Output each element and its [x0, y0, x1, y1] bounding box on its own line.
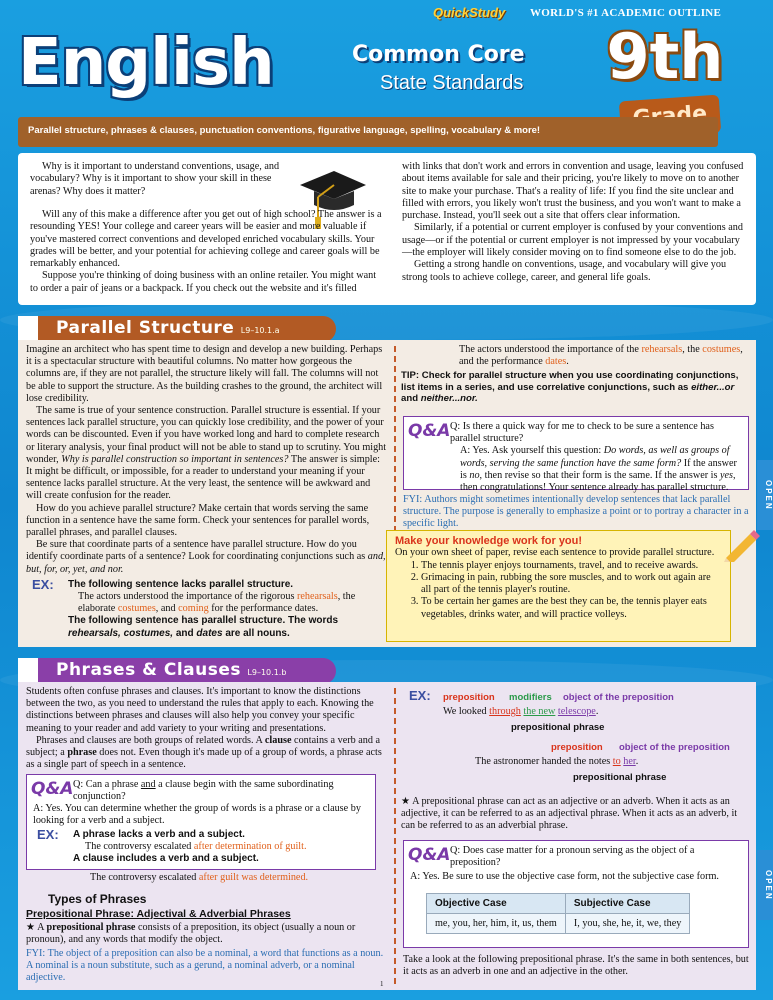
parallel-fyi: FYI: Authors might sometimes intentionally develop sentences that lack parallel structure. The purpose is generally to emphasize a point or to portray a character in a specific light. [403, 494, 749, 530]
table-header: Objective Case [427, 894, 566, 914]
phrases-ex4-clause: after guilt was determined. [198, 872, 309, 883]
phrases-qa2-box [403, 840, 749, 948]
parallel-left-column [26, 344, 388, 640]
intro-col-right [402, 161, 748, 284]
parallel-tip [401, 370, 751, 405]
r-ex2-preposition: to [612, 756, 621, 767]
page-title: English [18, 26, 274, 100]
label-object: object of the preposition [563, 692, 674, 703]
ex-line2-part: for the performance dates. [211, 603, 319, 615]
types-title: Types of Phrases [48, 892, 147, 906]
label-preposition-2: preposition [551, 742, 603, 753]
table-cell: me, you, her, him, it, us, them [427, 914, 566, 934]
r-line-part: . [566, 356, 569, 368]
qa-answer-part: , then revise so that their form is the same. If the answer is [479, 469, 718, 481]
parallel-standard: L9–10.1.a [240, 326, 280, 335]
phrases-qa-question [73, 779, 371, 803]
ex-line3-italic: rehearsals, costumes, [68, 627, 174, 639]
parallel-p3: How do you achieve parallel structure? Make certain that words serving the same function in a sentence have the same form. Check your sentences for parallel words, parallel phrases, and parallel clauses. [26, 502, 370, 539]
tip-text: and [401, 393, 419, 405]
parallel-p4-conj: and, but, for, or, yet, and nor. [26, 551, 386, 575]
subtitle-common-core: Common Core [352, 42, 525, 67]
ex-line2-part: , the elaborate [78, 591, 356, 615]
column-divider [394, 688, 396, 984]
qa-q-and: and [140, 779, 156, 790]
prep-text-part: A [37, 922, 44, 933]
section-heading-phrases [18, 658, 336, 684]
tip-text: TIP: Check for parallel structure when you use coordinating conjunctions, list items in a series, and use correlative conjunctions, such as [401, 370, 739, 393]
parallel-ex-label: EX: [32, 576, 54, 592]
knowledge-intro: On your own sheet of paper, revise each sentence to provide parallel structure. [395, 547, 715, 559]
qa-answer-part: If the answer is [460, 457, 737, 481]
r-ex1-modifiers: the new [523, 706, 556, 717]
r-ex2-tag: prepositional phrase [573, 772, 667, 783]
qa-q-part: a clause begin with the same subordinating conjunction? [73, 779, 334, 803]
parallel-p4-text: Be sure that coordinate parts of a sentence have parallel structure. How do you identify coordinate parts of a sentence? Look for coordinating conjunctions such as [26, 539, 366, 563]
r-costumes: costumes [702, 344, 741, 355]
phrases-r-ex-label: EX: [409, 688, 431, 703]
star-icon: ★ [26, 922, 36, 933]
intro-col-left-rest [30, 209, 382, 295]
r-ex2-object: her [623, 756, 636, 767]
label-modifiers: modifiers [509, 692, 552, 703]
qa-answer-part: , then congratulations! Your sentence already has parallel structure. [460, 469, 736, 494]
phrases-p2 [26, 735, 388, 772]
knowledge-item: 3. To be certain her games are the best they can be, the tennis player eats vegetables, drinks water, and will practice volleys. [421, 596, 722, 621]
side-tab-open[interactable]: OPEN [757, 850, 773, 920]
parallel-right-example [401, 344, 751, 368]
phrases-example [33, 829, 371, 866]
phrases-heading-text: Phrases & Clauses [56, 660, 241, 680]
parallel-p2-rest: The answer is simple: It might be difficult, or impossible, for a reader to understand your meaning if your sentence lacks parallel structure. At the very least, the sentence will be awkward and will create confusion for the reader. [26, 453, 380, 502]
phrases-standard: L9–10.1.b [247, 668, 287, 677]
intro-p6: Getting a strong handle on conventions, usage, and vocabulary will give you strong tools to achieve college, career, and general life goals. [402, 259, 727, 283]
phrases-fyi: FYI: The object of a preposition can also be a nominal, a word that functions as a noun. A nominal is a noun substitute, such as a gerund, a nominal adverb, or a nominal adjective. [26, 948, 384, 984]
qa-icon: Q&A [408, 845, 451, 865]
phrases-ex4 [78, 872, 378, 884]
qa-answer-italic: Do words, as well as groups of words, serving the same function have the same form? [460, 445, 730, 469]
r-ex1-preposition: through [489, 706, 521, 717]
knowledge-box [386, 530, 731, 642]
phrases-ex2-phrase: after determination of guilt. [193, 841, 307, 853]
ex-line3-italic: dates [196, 627, 223, 639]
side-tab-open[interactable]: OPEN [757, 460, 773, 530]
phrases-ex2-part: The controversy escalated [85, 841, 192, 853]
phrases-r-ex1-sentence [443, 706, 598, 718]
qa-icon: Q&A [31, 779, 74, 799]
table-header-row [427, 894, 690, 914]
phrases-qa-answer: A: Yes. You can determine whether the group of words is a phrase or a clause by looking for a verb and a subject. [33, 803, 361, 827]
phrases-section [18, 682, 756, 990]
ex-line2-part: The actors understood the importance of the rigorous [78, 591, 295, 603]
p2-bold: clause [264, 734, 292, 746]
ex-line2-part: , and [155, 603, 176, 615]
r-ex1-part: We looked [443, 706, 487, 717]
prep-title: Prepositional Phrase: Adjectival & Adverbial Phrases [26, 908, 291, 920]
label-preposition: preposition [443, 692, 495, 703]
intro-p2: Will any of this make a difference after you get out of high school? The answer is a resounding YES! Your college and career years will be easier and more valuable if you've mastered correct conventions and developed enriched vocabulary skills. Your grades will be better, and your potential for achieving college and career goals will be remarkably enhanced. [30, 209, 382, 270]
parallel-right-column [401, 344, 751, 405]
parallel-ex-line3 [68, 615, 388, 639]
p2-bold: phrase [67, 747, 97, 759]
intro-p4: with links that don't work and errors in convention and usage, leaving you confused about items available for sale and their pricing, you're likely to move on to another site to make your purchase. That's a reality of life: If you find the site unclear and filled with errors, you likely won't trust the business, and you won't want to make a purchase. Instead, you'll seek out a site that offers clear information. [402, 161, 744, 222]
phrases-right-column [401, 686, 751, 833]
parallel-p4 [26, 539, 388, 576]
phrases-qa-box [26, 774, 376, 870]
prep-text-part: consists of a preposition, its object (usually a noun or pronoun), and any words that modify the object. [26, 922, 356, 946]
pencil-icon [720, 528, 760, 562]
page-number: 1 [380, 980, 384, 988]
p2-part: contains a verb and a subject; a [26, 734, 381, 759]
phrases-r-ex2-sentence [475, 756, 638, 768]
intro-p1: Why is it important to understand conventions, usage, and vocabulary? Why is it important to show your skill in these arenas? Why does it matter? [30, 161, 280, 197]
qa-answer-italic: no [469, 469, 480, 481]
case-table [426, 893, 690, 934]
label-object-2: object of the preposition [619, 742, 730, 753]
section-heading-parallel [18, 316, 336, 342]
intro-col-left [30, 161, 292, 198]
phrases-right-example2 [401, 742, 751, 794]
intro-p5: Similarly, if a potential or current employer is confused by your conventions and usage—or if the potential or current employer is not impressed by your vocabulary—the employer will likely consider moving on to find someone else to do the job. [402, 222, 743, 259]
r-ex1-object: telescope [557, 706, 596, 717]
r-ex2-part: . [635, 756, 639, 767]
r-line-part: , the [682, 344, 700, 355]
qa-answer-part: A: Yes. Ask yourself this question: [460, 445, 602, 457]
r-line-part: , [740, 344, 743, 355]
phrases-ex4-part: The controversy escalated [90, 872, 197, 883]
knowledge-item: 2. Grimacing in pain, rubbing the sore muscles, and to work out again are all part of the tennis player's routine. [421, 572, 722, 597]
phrases-p1: Students often confuse phrases and clauses. It's important to know the distinctions between the two, as you need to understand the rules that apply to each. Knowing the distinctions between phrases and clauses will also help you convey your specific meaning to your reader and add variety to your writing and presentations. [26, 686, 374, 734]
ex-costumes: costumes [117, 603, 156, 615]
topics-bar: Parallel structure, phrases & clauses, punctuation conventions, figurative language, spelling, vocabulary & more! [18, 117, 718, 147]
parallel-p2-italic: Why is parallel construction so important in sentences? [61, 453, 289, 465]
phrases-qa2-answer: A: Yes. Be sure to use the objective case form, not the subjective case form. [410, 871, 719, 882]
parallel-heading-text: Parallel Structure [56, 318, 235, 338]
ex-coming: coming [178, 603, 209, 615]
phrases-ex1: A phrase lacks a verb and a subject. [73, 829, 245, 840]
phrases-r-p2: Take a look at the following prepositional phrase. It's the same in both sentences, but it acts as an adverb in one and an adjective in the other. [403, 954, 749, 978]
r-dates: dates [545, 356, 567, 368]
qa-icon: Q&A [408, 421, 451, 441]
tagline: WORLD'S #1 ACADEMIC OUTLINE [530, 7, 722, 19]
phrases-left-column [26, 686, 388, 771]
brand-logo: QuickStudy [433, 5, 506, 20]
parallel-qa-answer [450, 445, 744, 494]
intro-box [18, 153, 756, 305]
section-heading-tab [18, 658, 38, 684]
p2-part: does not. Even though it's made up of a group of words, a phrase acts as a single part of speech in a sentence. [26, 747, 382, 771]
parallel-qa-question: Q: Is there a quick way for me to check to be sure a sentence has parallel structure? [450, 421, 714, 445]
p2-part: Phrases and clauses are both groups of related words. A [36, 734, 263, 746]
knowledge-title: Make your knowledge work for you! [395, 535, 583, 547]
parallel-p2 [26, 405, 388, 503]
phrases-qa2-question: Q: Does case matter for a pronoun serving as the object of a preposition? [450, 845, 695, 869]
r-rehearsals: rehearsals [641, 344, 683, 355]
prep-text [26, 922, 388, 946]
tip-italic: neither...nor. [420, 393, 478, 405]
table-row [427, 914, 690, 934]
r-ex2-part: The astronomer handed the notes [475, 756, 611, 767]
knowledge-list [395, 560, 722, 621]
intro-p3: Suppose you're thinking of doing business with an online retailer. You might want to order a pair of jeans or a backpack. If you check out the website and it's filled [30, 270, 377, 294]
r-ex1-tag: prepositional phrase [511, 722, 605, 733]
prep-text-bold: prepositional phrase [46, 922, 136, 933]
qa-answer-italic: yes [720, 469, 734, 481]
subtitle-state-standards: State Standards [380, 72, 524, 94]
section-heading-tab [18, 316, 38, 342]
parallel-p1: Imagine an architect who has spent time to design and develop a new building. Perhaps it is a spectacular structure with beautiful columns. No matter how gorgeous the columns are, if they are not parallel, the structure likely will fall. The columns will not be able to support the structure. As the building crashes to the ground, the architect will lose credibility. [26, 344, 383, 404]
phrases-ex-label: EX: [37, 827, 59, 842]
star-icon: ★ [401, 796, 411, 807]
table-header: Subjective Case [565, 894, 690, 914]
ex-line3-part: are all nouns. [225, 627, 290, 639]
tip-italic: either...or [691, 381, 735, 393]
parallel-example [26, 576, 388, 640]
table-cell: I, you, she, he, it, we, they [565, 914, 690, 934]
qa-q-part: Q: Can a phrase [73, 779, 139, 790]
ex-rehearsals: rehearsals [296, 591, 338, 603]
parallel-qa-box [403, 416, 749, 494]
parallel-ex-line1: The following sentence lacks parallel structure. [68, 578, 294, 590]
phrases-r-p1 [401, 796, 751, 833]
page-header [0, 0, 773, 155]
ex-line3-part: The following sentence has parallel structure. The words [68, 615, 339, 627]
r-line-part: The actors understood the importance of the [459, 344, 639, 355]
phrases-ex3: A clause includes a verb and a subject. [73, 853, 259, 865]
r-line-part: and the performance [459, 356, 543, 368]
knowledge-item: 1. The tennis player enjoys tournaments, travel, and to receive awards. [421, 560, 722, 572]
r-ex1-part: . [595, 706, 599, 717]
phrases-right-example1 [401, 686, 751, 742]
r-p1-text: A prepositional phrase can act as an adjective or an adverb. When it acts as an adjective, it can be referred to as an adjectival phrase. When it acts as an adverb, it can be referred to as an adverbial phrase. [401, 796, 738, 832]
ex-line3-part: and [175, 627, 194, 639]
parallel-p2-text: The same is true of your sentence construction. Parallel structure is essential. If your sentences lack parallel structure, you can quickly lose credibility, and the power of your words can be discounted. Even if you have worked long and hard to complete research or literary analysis, your final product will not be able to stand up to scrutiny. You might wonder, [26, 405, 387, 465]
parallel-ex-line2 [68, 591, 388, 615]
grade-number: 9th [606, 20, 724, 93]
